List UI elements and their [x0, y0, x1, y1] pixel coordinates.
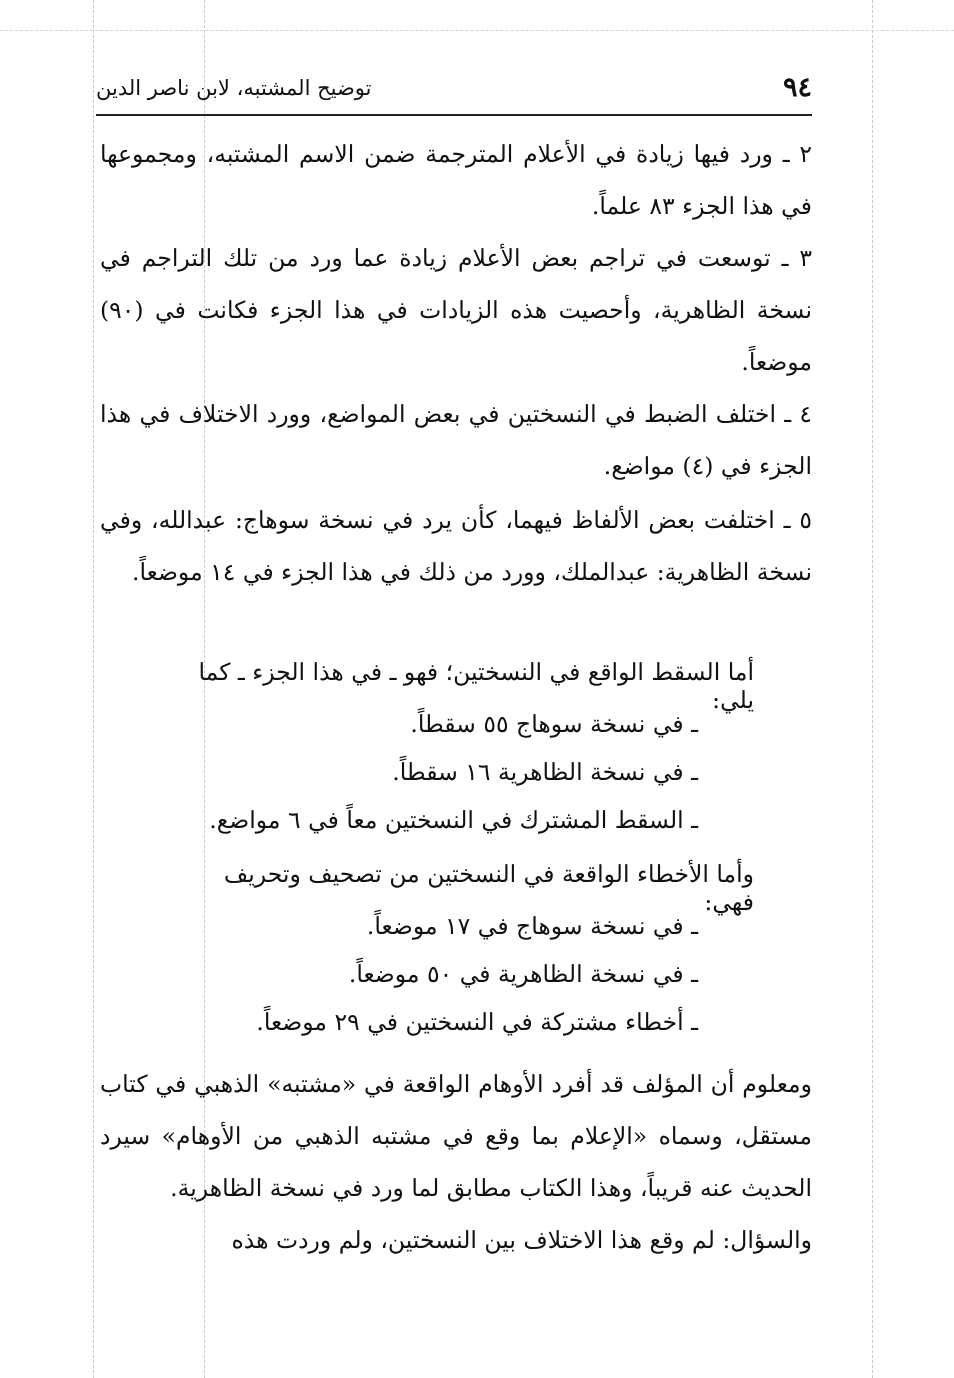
omission-item: ـ السقط المشترك في النسختين معاً في ٦ مواضع. [209, 806, 698, 834]
error-item: ـ في نسخة سوهاج في ١٧ موضعاً. [366, 912, 698, 940]
omission-item: ـ في نسخة سوهاج ٥٥ سقطاً. [410, 710, 698, 738]
paragraph-known-note: ومعلوم أن المؤلف قد أفرد الأوهام الواقعة في «مشتبه» الذهبي في كتاب مستقل، وسماه «الإعلام بما وقع في مشتبه الذهبي من الأوهام» سيرد الحديث عنه قريباً، وهذا الكتاب مطابق لما ورد في نسخة الظاهرية. [100, 1070, 812, 1202]
paragraph-item-4: ٤ ـ اختلف الضبط في النسختين في بعض المواضع، وورد الاختلاف في هذا الجزء في (٤) مواضع. [100, 400, 812, 480]
paragraph-question: والسؤال: لم وقع هذا الاختلاف بين النسختين، ولم وردت هذه [231, 1226, 812, 1254]
scan-edge-top [0, 30, 954, 31]
scan-fold-line-right [872, 0, 873, 1378]
error-item: ـ أخطاء مشتركة في النسختين في ٢٩ موضعاً. [256, 1008, 698, 1036]
scan-fold-line-left [93, 0, 94, 1378]
paragraph-item-3: ٣ ـ توسعت في تراجم بعض الأعلام زيادة عما ورد من تلك التراجم في نسخة الظاهرية، وأحصيت هذه الزيادات في هذا الجزء فكانت في (٩٠) موضعاً. [100, 244, 812, 376]
running-title: توضيح المشتبه، لابن ناصر الدين [96, 76, 372, 100]
paragraph-item-5: ٥ ـ اختلفت بعض الألفاظ فيهما، كأن يرد في نسخة سوهاج: عبدالله، وفي نسخة الظاهرية: عبدالملك، وورد من ذلك في هذا الجزء في ١٤ موضعاً. [100, 506, 812, 586]
omissions-intro: أما السقط الواقع في النسختين؛ فهو ـ في هذا الجزء ـ كما يلي: [198, 658, 754, 714]
omission-item: ـ في نسخة الظاهرية ١٦ سقطاً. [392, 758, 698, 786]
errors-intro: وأما الأخطاء الواقعة في النسختين من تصحيف وتحريف فهي: [223, 860, 754, 916]
page-number: ٩٤ [782, 72, 812, 103]
paragraph-item-2: ٢ ـ ورد فيها زيادة في الأعلام المترجمة ضمن الاسم المشتبه، ومجموعها في هذا الجزء ٨٣ علماً. [100, 140, 812, 220]
error-item: ـ في نسخة الظاهرية في ٥٠ موضعاً. [348, 960, 698, 988]
page-header [96, 70, 812, 116]
